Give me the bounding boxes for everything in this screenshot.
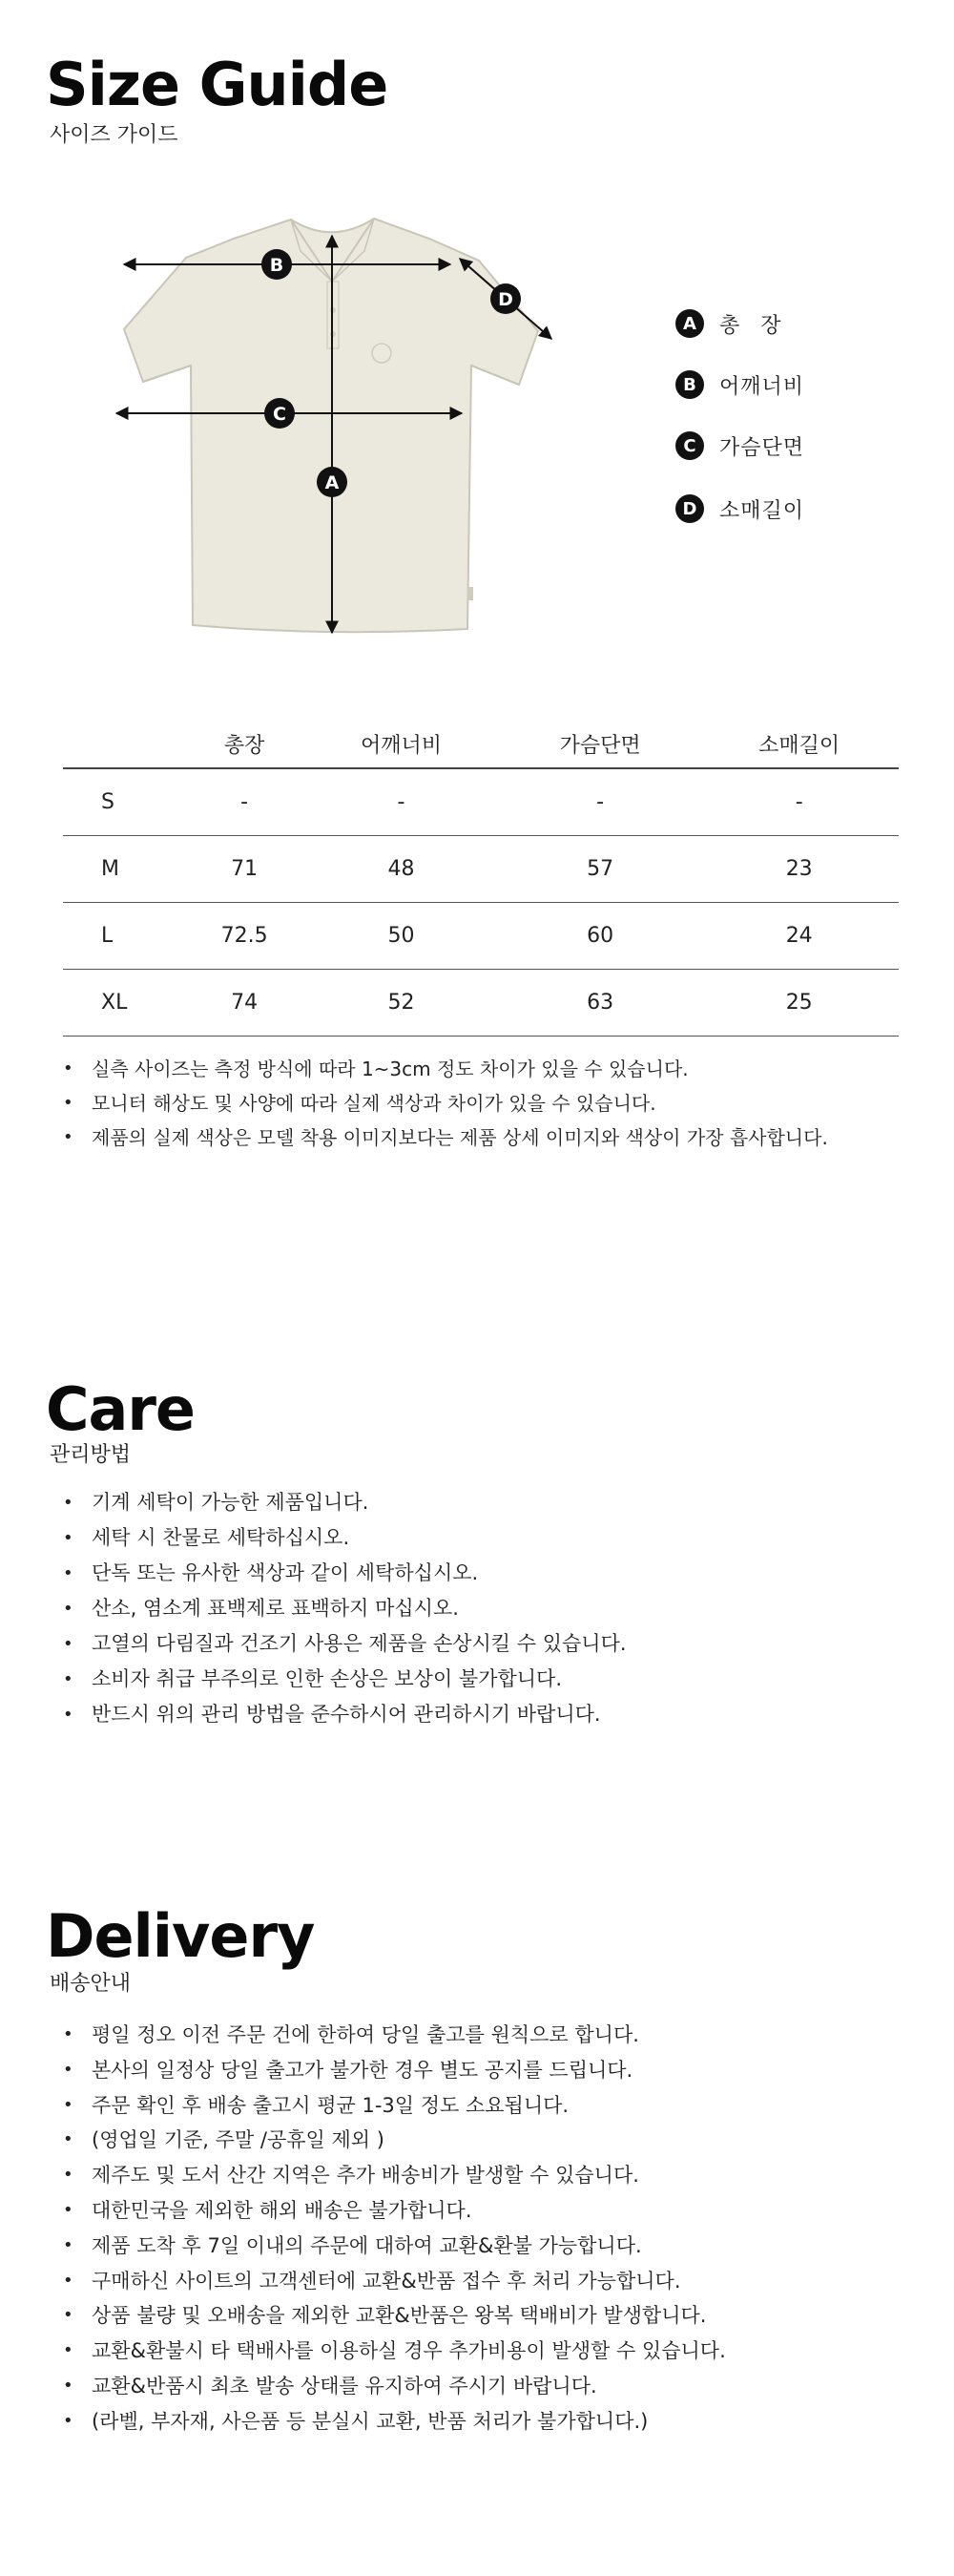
value-cell: 74 [187,969,301,1036]
table-row [63,969,899,1036]
care-title: Care [46,1374,195,1444]
delivery-subtitle: 배송안내 [50,1972,132,1996]
legend-label-b: 어깨너비 [719,374,805,399]
value-cell: 63 [501,969,700,1036]
size-guide-subtitle: 사이즈 가이드 [50,123,178,147]
size-table-header: 가슴단면 [501,721,700,768]
legend-badge-d: D [675,494,704,523]
list-item: • 고열의 다림질과 건조기 사용은 제품을 손상시킬 수 있습니다. [59,1626,627,1662]
size-table-header-row [63,721,899,768]
list-item: • (영업일 기준, 주말 /공휴일 제외 ) [59,2123,726,2158]
list-item: • 산소, 염소계 표백제로 표백하지 마십시오. [59,1591,627,1626]
badge-b-icon [261,249,292,280]
size-guide-title: Size Guide [46,50,388,119]
list-item: • 제주도 및 도서 산간 지역은 추가 배송비가 발생할 수 있습니다. [59,2158,726,2193]
legend-label-a: 총장 [719,313,802,338]
size-table [63,721,899,1037]
size-cell: XL [63,969,187,1036]
value-cell: - [301,768,501,835]
legend-item-b [675,368,804,401]
list-item: • 단독 또는 유사한 색상과 같이 세탁하십시오. [59,1556,627,1591]
list-item: • 구매하신 사이트의 고객센터에 교환&반품 접수 후 처리 가능합니다. [59,2264,726,2299]
list-item: • 제품의 실제 색상은 모델 착용 이미지보다는 제품 상세 이미지와 색상이 가장 흡사합니다. [59,1120,828,1155]
list-item: • 모니터 해상도 및 사양에 따라 실제 색상과 차이가 있을 수 있습니다. [59,1086,828,1120]
badge-a-icon [317,467,347,497]
list-item: • 주문 확인 후 배송 출고시 평균 1-3일 정도 소요됩니다. [59,2088,726,2124]
list-item: • 기계 세탁이 가능한 제품입니다. [59,1485,627,1520]
value-cell: 23 [699,835,899,902]
table-row [63,835,899,902]
value-cell: 71 [187,835,301,902]
legend-badge-c: C [675,431,704,460]
legend-label-c: 가슴단면 [719,435,805,460]
legend-badge-b: B [675,370,704,399]
care-list [59,1485,627,1732]
table-row [63,768,899,835]
size-table-header: 총장 [187,721,301,768]
size-cell: S [63,768,187,835]
list-item: • 교환&반품시 최초 발송 상태를 유지하여 주시기 바랍니다. [59,2369,726,2404]
value-cell: 60 [501,902,700,969]
size-table-header-corner [63,721,187,768]
list-item: • 제품 도착 후 7일 이내의 주문에 대하여 교환&환불 가능합니다. [59,2229,726,2264]
delivery-list [59,2018,726,2440]
svg-text:D: D [498,289,513,310]
legend-item-a [675,307,802,340]
garment-measurement-diagram [105,205,582,654]
badge-d-icon [490,283,521,314]
value-cell: 57 [501,835,700,902]
legend-label-d: 소매길이 [719,498,805,523]
value-cell: 25 [699,969,899,1036]
list-item: • 소비자 취급 부주의로 인한 손상은 보상이 불가합니다. [59,1662,627,1697]
list-item: • 상품 불량 및 오배송을 제외한 교환&반품은 왕복 택배비가 발생합니다. [59,2298,726,2334]
value-cell: 52 [301,969,501,1036]
legend-item-d [675,492,804,525]
legend-item-c [675,429,804,462]
care-subtitle: 관리방법 [50,1443,132,1467]
table-row [63,902,899,969]
list-item: • 세탁 시 찬물로 세탁하십시오. [59,1520,627,1556]
value-cell: 50 [301,902,501,969]
list-item: • 교환&환불시 타 택배사를 이용하실 경우 추가비용이 발생할 수 있습니다. [59,2334,726,2369]
list-item: • 실측 사이즈는 측정 방식에 따라 1~3cm 정도 차이가 있을 수 있습니다. [59,1052,828,1086]
value-cell: - [699,768,899,835]
value-cell: 48 [301,835,501,902]
size-notes-list [59,1052,828,1155]
delivery-title: Delivery [46,1901,315,1971]
list-item: • (라벨, 부자재, 사은품 등 분실시 교환, 반품 처리가 불가합니다.) [59,2404,726,2440]
svg-text:A: A [324,472,340,493]
list-item: • 대한민국을 제외한 해외 배송은 불가합니다. [59,2193,726,2229]
size-table-header: 어깨너비 [301,721,501,768]
svg-text:C: C [273,404,286,425]
list-item: • 평일 정오 이전 주문 건에 한하여 당일 출고를 원칙으로 합니다. [59,2018,726,2053]
value-cell: - [501,768,700,835]
list-item: • 본사의 일정상 당일 출고가 불가한 경우 별도 공지를 드립니다. [59,2053,726,2088]
size-table-header: 소매길이 [699,721,899,768]
list-item: • 반드시 위의 관리 방법을 준수하시어 관리하시기 바랍니다. [59,1697,627,1732]
size-cell: L [63,902,187,969]
badge-c-icon [264,398,295,429]
svg-text:B: B [269,255,284,276]
value-cell: 24 [699,902,899,969]
value-cell: 72.5 [187,902,301,969]
size-cell: M [63,835,187,902]
legend-badge-a: A [675,309,704,338]
value-cell: - [187,768,301,835]
